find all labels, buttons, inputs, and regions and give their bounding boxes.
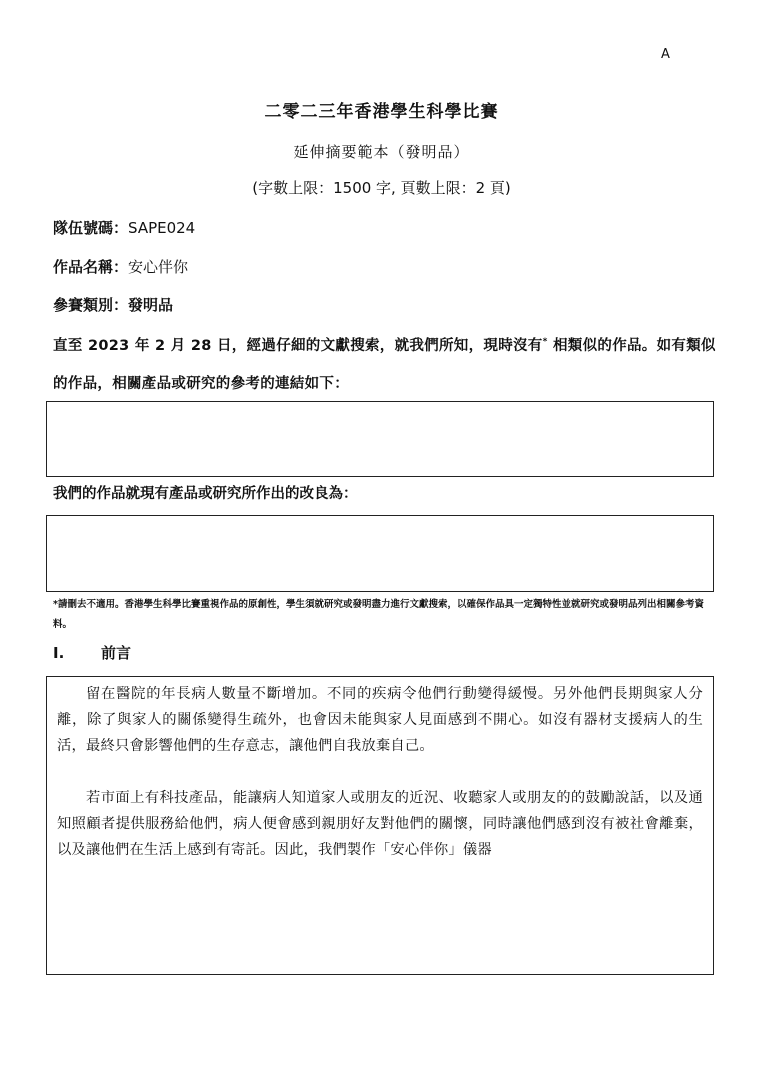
statement-text-before: 直至 2023 年 2 月 28 日，經過仔細的文獻搜索，就我們所知，現時沒有 — [53, 338, 543, 354]
team-number-value: SAPE024 — [128, 219, 196, 237]
section-number: I. — [53, 644, 65, 662]
page-subtitle: 延伸摘要範本（發明品） — [293, 143, 470, 161]
category-value: 發明品 — [128, 296, 174, 314]
section-heading — [53, 642, 131, 663]
work-name-label: 作品名稱： — [53, 258, 129, 276]
work-name-field — [53, 256, 188, 277]
footnote: *請刪去不適用。香港學生科學比賽重視作品的原創性，學生須就研究或發明盡力進行文獻搜索，以確保作品具一定獨特性並就研究或發明品列出相關參考資料。 — [53, 599, 704, 630]
intro-paragraph: 留在醫院的年長病人數量不斷增加。不同的疾病令他們行動變得緩慢。另外他們長期與家人分離，除了與家人的關係變得生疏外，也會因未能與家人見面感到不開心。如沒有器材支援病人的生活，最終只會影響他們的生存意志，讓他們自我放棄自己。 — [57, 686, 703, 754]
team-number-field — [53, 217, 195, 238]
category-label: 參賽類別： — [53, 296, 129, 314]
intro-paragraph: 若市面上有科技產品，能讓病人知道家人或朋友的近況、收聽家人或朋友的的鼓勵說話，以及通知照顧者提供服務給他們，病人便會感到親朋好友對他們的關懷，同時讓他們感到沒有被社會離棄，以及讓他們在生活上感到有寄託。因此，我們製作「安心伴你」儀器 — [57, 790, 703, 858]
originality-statement — [53, 327, 718, 403]
page-title: 二零二三年香港學生科學比賽 — [264, 102, 499, 122]
improvement-label: 我們的作品就現有產品或研究所作出的改良為： — [53, 486, 358, 502]
word-page-limits: (字數上限：1500 字, 頁數上限：2 頁) — [252, 179, 511, 197]
statement-asterisk: * — [542, 337, 548, 348]
improvement-box — [46, 515, 714, 592]
work-name-value: 安心伴你 — [128, 258, 189, 276]
category-field — [53, 294, 173, 315]
statement-text-after: 相類似的作品。如有類似的作品，相關產品或研究的參考的連結如下： — [53, 338, 716, 392]
references-box — [46, 401, 714, 477]
page-mark: A — [661, 47, 670, 62]
introduction-box — [46, 676, 714, 975]
section-title: 前言 — [101, 644, 132, 662]
team-number-label: 隊伍號碼： — [53, 219, 129, 237]
